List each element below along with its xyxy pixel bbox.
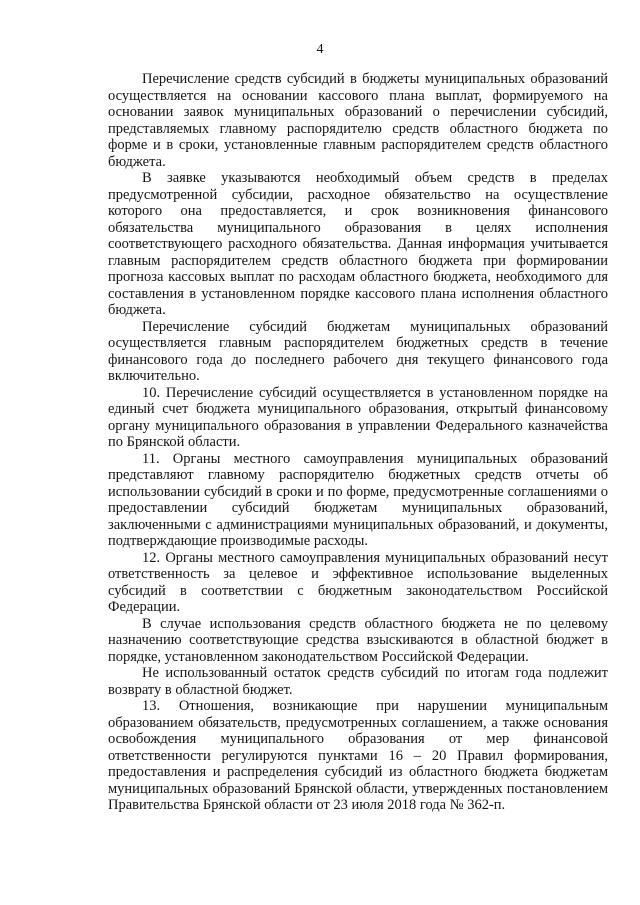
document-body — [108, 71, 608, 814]
paragraph-transfer-cash-plan: Перечисление средств субсидий в бюджеты муниципальных образований осуществляется на основании кассового плана выплат, формируемого на основании заявок муниципальных образований о перечислении субсидий, представляемых главному распорядителю средств областного бюджета по форме и в сроки, установленные главным распорядителем средств областного бюджета. — [108, 71, 608, 170]
paragraph-item-10: 10. Перечисление субсидий осуществляется в установленном порядке на единый счет бюджета муниципального образования, открытый финансовому органу муниципального образования в управлении Федерального казначейства по Брянской области. — [108, 384, 608, 450]
paragraph-item-11: 11. Органы местного самоуправления муниципальных образований представляют главному распорядителю бюджетных средств отчеты об использовании субсидий в сроки и по форме, предусмотренные соглашениями о предоставлении субсидий бюджетам муниципальных образований, заключенными с администрациями муниципальных образований, и документы, подтверждающие производимые расходы. — [108, 450, 608, 549]
paragraph-application-contents: В заявке указываются необходимый объем средств в пределах предусмотренной субсидии, расходное обязательство на осуществление которого она предоставляется, и срок возникновения финансового обязательства муниципального образования в целях исполнения соответствующего расходного обязательства. Данная информация учитывается главным распорядителем средств областного бюджета при формировании прогноза кассовых выплат по расходам областного бюджета, необходимого для составления в установленном порядке кассового плана исполнения областного бюджета. — [108, 170, 608, 318]
paragraph-item-12: 12. Органы местного самоуправления муниципальных образований несут ответственность за целевое и эффективное использование выделенных субсидий в соответствии с бюджетным законодательством Российской Федерации. — [108, 549, 608, 615]
page-number: 4 — [316, 42, 324, 57]
paragraph-transfer-deadline: Перечисление субсидий бюджетам муниципальных образований осуществляется главным распорядителем бюджетных средств в течение финансового года до последнего рабочего дня текущего финансового года включительно. — [108, 318, 608, 384]
paragraph-item-13: 13. Отношения, возникающие при нарушении муниципальным образованием обязательств, предусмотренных соглашением, а также основания освобождения муниципального образования от мер финансовой ответственности регулируются пунктами 16 – 20 Правил формирования, предоставления и распределения субсидий из областного бюджета бюджетам муниципальных образований Брянской области, утвержденных постановлением Правительства Брянской области от 23 июля 2018 года № 362-п. — [108, 698, 608, 813]
paragraph-unused-balance: Не использованный остаток средств субсидий по итогам года подлежит возврату в областной бюджет. — [108, 665, 608, 698]
paragraph-misuse-recovery: В случае использования средств областного бюджета не по целевому назначению соответствующие средства взыскиваются в областной бюджет в порядке, установленном законодательством Российской Федерации. — [108, 615, 608, 665]
